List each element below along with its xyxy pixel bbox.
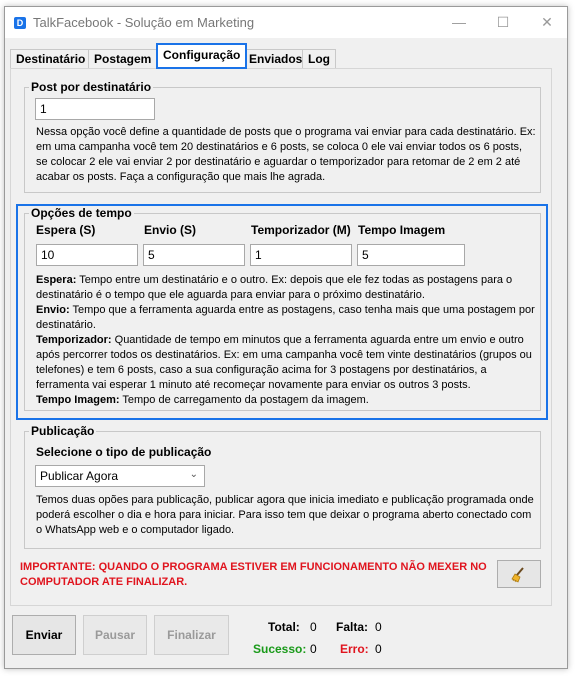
window-title: TalkFacebook - Solução em Marketing [33, 15, 255, 30]
chevron-down-icon: ⌄ [189, 469, 198, 480]
falta-label: Falta: [336, 620, 369, 634]
broom-icon [510, 566, 528, 584]
posts-per-recipient-input[interactable] [35, 98, 155, 120]
espera-input[interactable] [36, 244, 138, 266]
falta-value: 0 [375, 620, 382, 634]
tempo-imagem-input[interactable] [357, 244, 465, 266]
title-bar [5, 7, 567, 38]
help-envio: Envio: Tempo que a ferramenta aguarda entre as postagens, caso tenha mais que uma postagem por destinatário. [36, 304, 535, 331]
sucesso-value: 0 [310, 642, 317, 656]
erro-value: 0 [375, 642, 382, 656]
temporizador-input[interactable] [250, 244, 352, 266]
post-por-destinatario-title: Post por destinatário [31, 80, 152, 94]
publicacao-type-select[interactable] [35, 465, 205, 487]
pausar-button[interactable]: Pausar [83, 615, 147, 655]
app-icon: D [14, 17, 26, 29]
total-value: 0 [310, 620, 317, 634]
tab-enviados[interactable]: Enviados [243, 49, 308, 69]
sucesso-label: Sucesso: [253, 642, 307, 656]
minimize-button[interactable]: — [452, 14, 466, 30]
finalizar-button[interactable]: Finalizar [154, 615, 229, 655]
tab-postagem[interactable]: Postagem [88, 49, 157, 69]
help-tempo-imagem: Tempo Imagem: Tempo de carregamento da postagem da imagem. [36, 394, 369, 406]
opcoes-tempo-title: Opções de tempo [31, 206, 132, 220]
publicacao-select-label: Selecione o tipo de publicação [36, 445, 212, 459]
opcoes-tempo-help [36, 273, 536, 408]
help-temporizador: Temporizador: Quantidade de tempo em minutos que a ferramenta aguarda entre um envio e outro após percorrer todos os destinatários. Ex: em uma campanha você tem vinte destinatários (grupos ou telefones) e tem 6 posts, caso a sua configuração acima for 3 postagens por destinatários, a ferramenta vai esperar 1 minuto até recomeçar novamente para enviar os outros 3 posts. [36, 334, 532, 391]
envio-input[interactable] [143, 244, 245, 266]
publicacao-title: Publicação [31, 424, 95, 438]
publicacao-description: Temos duas opões para publicação, publicar agora que inicia imediato e publicação programada onde poderá escolher o dia e hora para iniciar. Para isso tem que deixar o programa aberto conectado com o WhatsApp web e o computador ligado. [36, 494, 534, 536]
warning-text: IMPORTANTE: QUANDO O PROGRAMA ESTIVER EM FUNCIONAMENTO NÃO MEXER NO COMPUTADOR ATE FINALIZAR. [20, 561, 487, 588]
post-por-destinatario-description: Nessa opção você define a quantidade de posts que o programa vai enviar para cada destinatário. Ex: em uma campanha você tem 20 destinatários e 6 posts, se coloca 0 ele vai enviar todos os 6 posts, se colocar 2 ele vai enviar 2 por destinatário e aguardar o temporizador para retomar de 2 em 2 até acabar os posts. Faça a configuração que mais lhe agrada. [36, 126, 536, 183]
tab-log[interactable]: Log [302, 49, 336, 69]
tempo-imagem-label: Tempo Imagem [358, 223, 446, 237]
envio-label: Envio (S) [144, 223, 197, 237]
temporizador-label: Temporizador (M) [251, 223, 351, 237]
publicacao-selected-value: Publicar Agora [40, 469, 119, 483]
close-button[interactable]: ✕ [541, 14, 553, 30]
maximize-button[interactable]: ☐ [496, 14, 510, 30]
clean-button[interactable] [497, 560, 541, 588]
espera-label: Espera (S) [36, 223, 96, 237]
total-label: Total: [268, 620, 300, 634]
tab-destinatario[interactable]: Destinatário [10, 49, 91, 69]
help-espera: Espera: Tempo entre um destinatário e o outro. Ex: depois que ele fez todas as postagens para o destinatário é o tempo que ele aguarda para enviar para o próximo destinatário. [36, 274, 513, 301]
tab-configuracao[interactable]: Configuração [156, 43, 247, 69]
enviar-button[interactable]: Enviar [12, 615, 76, 655]
erro-label: Erro: [340, 642, 369, 656]
